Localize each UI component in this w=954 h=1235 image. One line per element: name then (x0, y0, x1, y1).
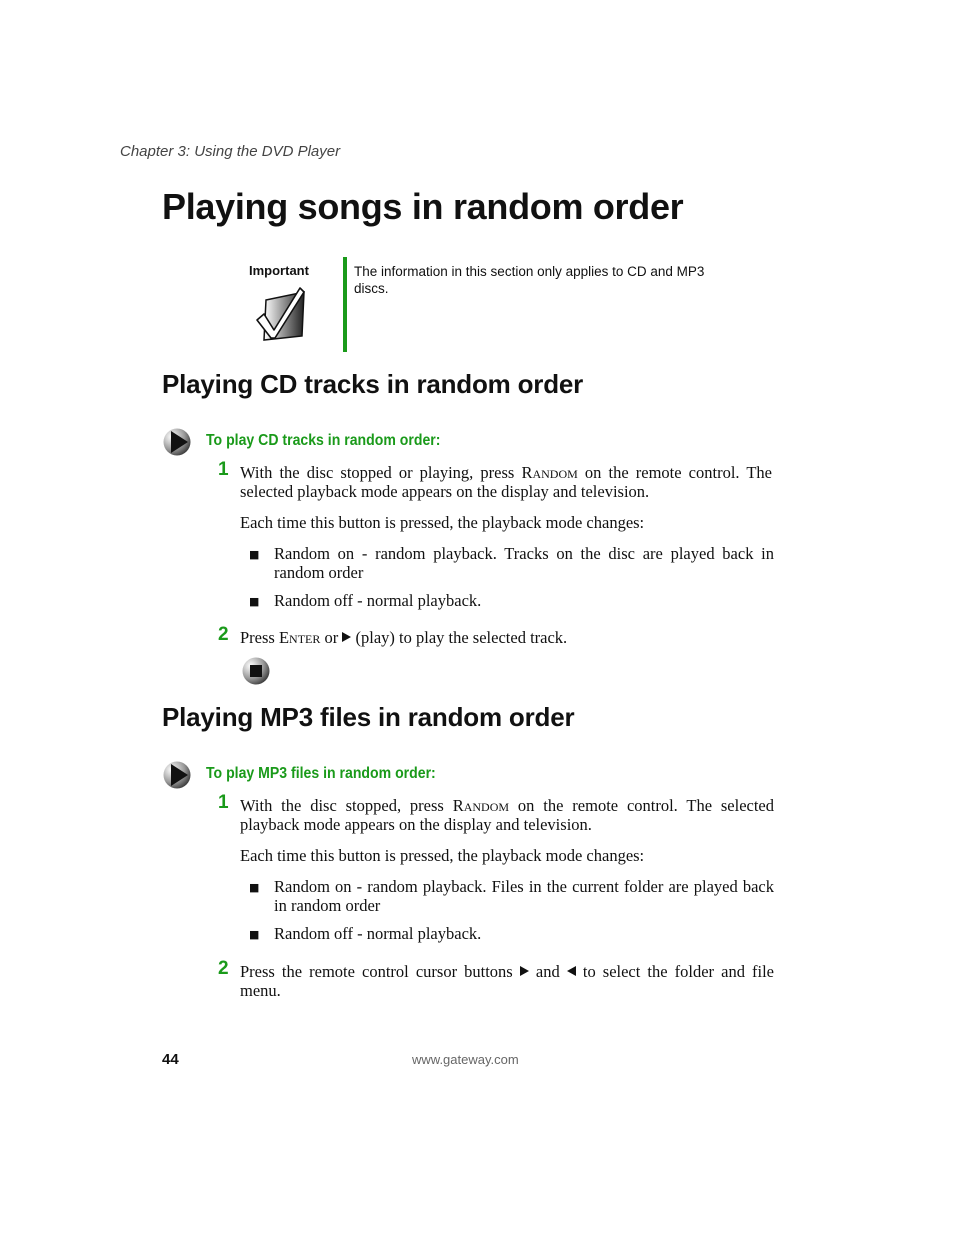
page-number: 44 (162, 1051, 179, 1068)
checkmark-icon (254, 286, 308, 344)
enter-key: Enter (278, 628, 321, 647)
step-text: Press the remote control cursor buttons and to select the folder and file menu. (240, 962, 775, 1000)
bullet-icon: ■ (249, 595, 260, 608)
bullet-icon: ■ (249, 881, 260, 894)
section-heading-mp3: Playing MP3 files in random order (162, 702, 575, 732)
chapter-header: Chapter 3: Using the DVD Player (120, 143, 341, 160)
step-text: Press Enter or (play) to play the selected track. (240, 628, 568, 647)
play-icon (342, 632, 351, 642)
list-item: Random on - random playback. Tracks on the disc are played back in random order (274, 544, 774, 582)
random-key: Random (521, 463, 578, 482)
right-cursor-icon (520, 966, 529, 976)
procedure-title-mp3: To play MP3 files in random order: (206, 765, 436, 782)
bullet-icon: ■ (249, 548, 260, 561)
step-number: 2 (218, 624, 229, 645)
bullet-icon: ■ (249, 928, 260, 941)
random-key: Random (452, 796, 510, 815)
important-divider (343, 257, 347, 352)
step-text: With the disc stopped or playing, press Random on the remote control. The selected playback mode appears on the display and television. (240, 463, 773, 501)
section-heading-cd: Playing CD tracks in random order (162, 369, 584, 399)
left-cursor-icon (567, 966, 576, 976)
step-number: 1 (218, 459, 229, 480)
step-number: 2 (218, 958, 229, 979)
important-label: Important (249, 263, 309, 278)
important-text: The information in this section only applies to CD and MP3 discs. (354, 264, 705, 296)
list-item: Random off - normal playback. (274, 924, 482, 943)
procedure-end-icon (242, 657, 270, 685)
step-paragraph: Each time this button is pressed, the playback mode changes: (240, 846, 645, 865)
procedure-title-cd: To play CD tracks in random order: (206, 432, 441, 449)
step-paragraph: Each time this button is pressed, the playback mode changes: (240, 513, 645, 532)
page-title: Playing songs in random order (162, 186, 684, 227)
footer-url[interactable]: www.gateway.com (412, 1052, 519, 1067)
step-number: 1 (218, 792, 229, 813)
procedure-arrow-icon (163, 428, 191, 456)
list-item: Random off - normal playback. (274, 591, 482, 610)
step-text: With the disc stopped, press Random on the remote control. The selected playback mode appears on the display and television. (240, 796, 775, 834)
procedure-arrow-icon (163, 761, 191, 789)
list-item: Random on - random playback. Files in the current folder are played back in random order (274, 877, 774, 915)
